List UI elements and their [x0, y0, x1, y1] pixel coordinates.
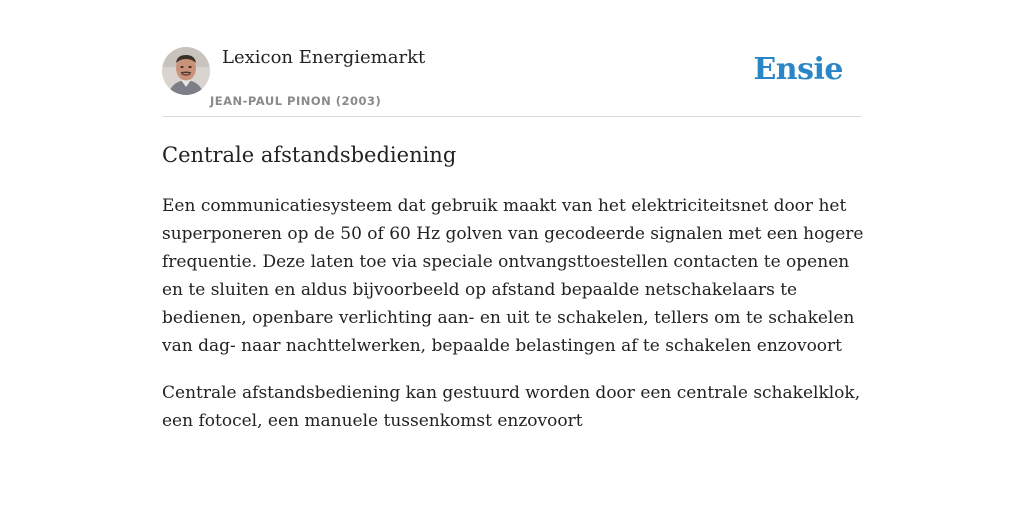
author-portrait-icon	[162, 47, 210, 95]
ensie-logo[interactable]: Ensie	[753, 52, 843, 87]
entry-paragraph: Een communicatiesysteem dat gebruik maakt van het elektriciteitsnet door het superponeren op de 50 of 60 Hz golven van gecodeerde signalen met een hogere frequentie. Deze laten toe via speciale ontvangsttoestellen contacten te openen en te sluiten en aldus bijvoorbeeld op afstand bepaalde netschakelaars te bedienen, openbare verlichting aan- en uit te schakelen, tellers om te schakelen van dag- naar nachttelwerken, bepaalde belastingen af te schakelen enzovoort	[162, 196, 864, 356]
page-content	[162, 0, 864, 431]
author-byline[interactable]: JEAN-PAUL PINON (2003)	[210, 94, 382, 108]
lexicon-header	[162, 0, 862, 117]
author-avatar[interactable]	[162, 47, 210, 95]
lexicon-title[interactable]: Lexicon Energiemarkt	[222, 47, 426, 68]
entry-paragraph: Centrale afstandsbediening kan gestuurd worden door een centrale schakelklok, een fotocel, een manuele tussenkomst enzovoort	[162, 383, 861, 431]
entry-title: Centrale afstandsbediening	[162, 143, 457, 167]
